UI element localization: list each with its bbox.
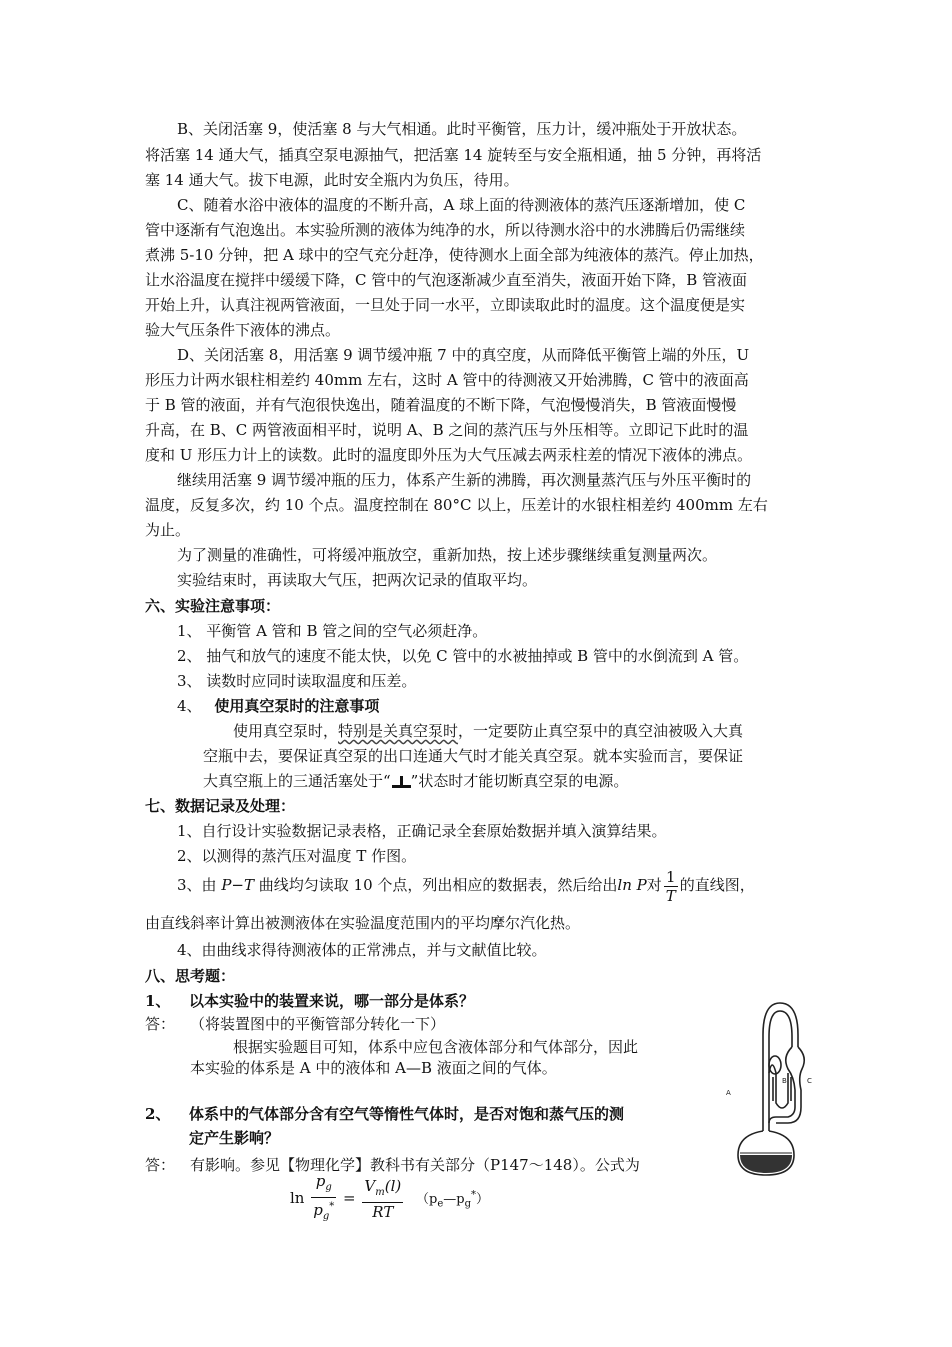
label-b: B xyxy=(782,1077,787,1085)
math-symbol: p xyxy=(315,1172,326,1190)
section-heading-7: 七、数据记录及处理： xyxy=(145,797,296,815)
paragraph-line: 验大气压条件下液体的沸点。 xyxy=(145,321,341,339)
paragraph-line: 管中逐渐有气泡逸出。本实验所测的液体为纯净的水，所以待测水浴中的水沸腾后仍需继续 xyxy=(145,221,746,239)
label-c: C xyxy=(807,1077,812,1085)
math-fraction xyxy=(664,868,678,905)
list-item: 1、自行设计实验数据记录表格，正确记录全套原始数据并填入演算结果。 xyxy=(177,822,667,840)
math-equals: = xyxy=(343,1189,356,1207)
text-span: 使用真空泵时， xyxy=(233,722,339,740)
paragraph-line: C、随着水浴中液体的温度的不断升高，A 球上面的待测液体的蒸汽压逐渐增加，使 C xyxy=(177,196,746,214)
list-item xyxy=(177,696,379,716)
math-subscript: g xyxy=(325,1182,332,1193)
math-symbol: V xyxy=(364,1177,376,1195)
paragraph-line: 形压力计两水银柱相差约 40mm 左右，这时 A 管中的待测液又开始沸腾，C 管中的液面高 xyxy=(145,371,749,389)
answer-line: 根据实验题目可知，体系中应包含液体部分和气体部分，因此 xyxy=(233,1038,639,1056)
paragraph-line: 开始上升，认真注视两管液面，一旦处于同一水平，立即读取此时的温度。这个温度便是实 xyxy=(145,296,746,314)
math-subscript: m xyxy=(375,1187,385,1198)
math-subscript: e xyxy=(437,1198,444,1210)
math-fraction-pg xyxy=(311,1172,336,1226)
answer-line: 有影响。参见【物理化学】教科书有关部分（P147～148）。公式为 xyxy=(190,1156,640,1174)
paragraph-line: 将活塞 14 通大气，插真空泵电源抽气，把活塞 14 旋转至与安全瓶相通，抽 5 分钟，再将活 xyxy=(145,146,762,164)
list-item: 1、 平衡管 A 管和 B 管之间的空气必须赶净。 xyxy=(177,622,488,640)
paragraph-line: D、关闭活塞 8，用活塞 9 调节缓冲瓶 7 中的真空度，从而降低平衡管上端的外压，U xyxy=(177,346,750,364)
text-span: （p xyxy=(416,1192,438,1207)
text-span: 对 xyxy=(646,876,662,894)
text-span: 曲线均匀读取 10 个点，列出相应的数据表，然后给出 xyxy=(258,876,618,894)
math-superscript: * xyxy=(329,1201,335,1212)
question-text: 以本实验中的装置来说，哪一部分是体系？ xyxy=(189,992,475,1010)
answer-line: （将装置图中的平衡管部分转化一下） xyxy=(190,1015,446,1033)
fraction-numerator xyxy=(362,1177,403,1203)
text-span: 3、由 xyxy=(177,876,217,894)
paragraph-line: 继续用活塞 9 调节缓冲瓶的压力，体系产生新的沸腾，再次测量蒸汽压与外压平衡时的 xyxy=(177,471,752,489)
math-symbol: (l) xyxy=(384,1177,402,1195)
text-span: ） xyxy=(476,1192,490,1207)
paragraph-line xyxy=(203,771,628,791)
answer-line: 本实验的体系是 A 中的液体和 A—B 液面之间的气体。 xyxy=(190,1059,557,1077)
fraction-denominator: RT xyxy=(372,1203,394,1221)
three-way-valve-icon xyxy=(391,775,411,789)
emphasized-text: 特别是关真空泵时 xyxy=(338,722,459,740)
text-span: 的直线图， xyxy=(679,876,755,894)
paragraph-line: 升高，在 B、C 两管液面相平时，说明 A、B 之间的蒸汽压与外压相等。立即记下此时的温 xyxy=(145,421,749,439)
formula xyxy=(290,1172,489,1227)
paragraph-line: 由直线斜率计算出被测液体在实验温度范围内的平均摩尔汽化热。 xyxy=(145,914,581,932)
math-subscript: g xyxy=(322,1211,330,1222)
paragraph-line: 度和 U 形压力计上的读数。此时的温度即外压为大气压减去两汞柱差的情况下液体的沸点。 xyxy=(145,446,753,464)
paragraph-line: 塞 14 通大气。拔下电源，此时安全瓶内为负压，待用。 xyxy=(145,171,519,189)
label-a: A xyxy=(726,1089,731,1097)
paragraph-line: 为了测量的准确性，可将缓冲瓶放空，重新加热，按上述步骤继续重复测量两次。 xyxy=(177,546,718,564)
math-ln: ln xyxy=(290,1189,305,1207)
paragraph-line: 煮沸 5-10 分钟，把 A 球中的空气充分赶净，使待测水上面全部为纯液体的蒸汽。停止加热， xyxy=(145,246,764,264)
math-subscript: g xyxy=(464,1198,472,1210)
text-span: 大真空瓶上的三通活塞处于“ xyxy=(203,772,391,790)
text-span: —p xyxy=(443,1192,465,1207)
fraction-denominator: T xyxy=(665,886,676,905)
paragraph-line: 为止。 xyxy=(145,521,191,539)
paragraph-line: B、关闭活塞 9，使活塞 8 与大气相通。此时平衡管，压力计，缓冲瓶处于开放状态。 xyxy=(177,120,747,138)
answer-label: 答： xyxy=(145,1156,176,1174)
list-number: 4、 xyxy=(177,697,202,715)
list-item: 2、 抽气和放气的速度不能太快，以免 C 管中的水被抽掉或 B 管中的水倒流到 A 管。 xyxy=(177,647,749,665)
list-item xyxy=(177,865,755,905)
fraction-numerator: 1 xyxy=(664,868,678,887)
paragraph-line xyxy=(233,721,743,741)
list-item-title: 使用真空泵时的注意事项 xyxy=(214,697,380,715)
math-ln-p: ln P xyxy=(617,876,647,894)
question-text: 体系中的气体部分含有空气等惰性气体时，是否对饱和蒸气压的测 xyxy=(189,1105,625,1123)
answer-label: 答： xyxy=(145,1015,176,1033)
question-text: 定产生影响？ xyxy=(189,1129,280,1147)
list-item: 3、 读数时应同时读取温度和压差。 xyxy=(177,672,417,690)
section-heading-6: 六、实验注意事项： xyxy=(145,597,281,615)
equilibrium-tube-diagram xyxy=(718,995,828,1180)
fraction-denominator xyxy=(311,1198,336,1226)
formula-note xyxy=(416,1189,490,1210)
paragraph-line: 让水浴温度在搅拌中缓缓下降，C 管中的气泡逐渐减少直至消失，液面开始下降，B 管液面 xyxy=(145,271,748,289)
paragraph-line: 实验结束时，再读取大气压，把两次记录的值取平均。 xyxy=(177,571,538,589)
math-symbol: p xyxy=(313,1201,323,1219)
text-span: ，一定要防止真空泵中的真空油被吸入大真 xyxy=(458,722,744,740)
fraction-numerator xyxy=(311,1172,336,1198)
math-superscript: * xyxy=(471,1189,477,1201)
list-item: 4、由曲线求得待测液体的正常沸点，并与文献值比较。 xyxy=(177,941,547,959)
math-p-t: P−T xyxy=(221,876,254,894)
section-heading-8: 八、思考题： xyxy=(145,967,236,985)
question-number: 2、 xyxy=(145,1105,171,1123)
math-fraction-vm xyxy=(362,1177,403,1221)
paragraph-line: 温度，反复多次，约 10 个点。温度控制在 80°C 以上，压差计的水银柱相差约 400mm 左右 xyxy=(145,496,768,514)
text-span: ”状态时才能切断真空泵的电源。 xyxy=(410,772,629,790)
paragraph-line: 于 B 管的液面，并有气泡很快逸出，随着温度的不断下降，气泡慢慢消失，B 管液面慢慢 xyxy=(145,396,737,414)
question-number: 1、 xyxy=(145,992,171,1010)
list-item: 2、以测得的蒸汽压对温度 T 作图。 xyxy=(177,847,417,865)
paragraph-line: 空瓶中去，要保证真空泵的出口连通大气时才能关真空泵。就本实验而言，要保证 xyxy=(203,747,744,765)
